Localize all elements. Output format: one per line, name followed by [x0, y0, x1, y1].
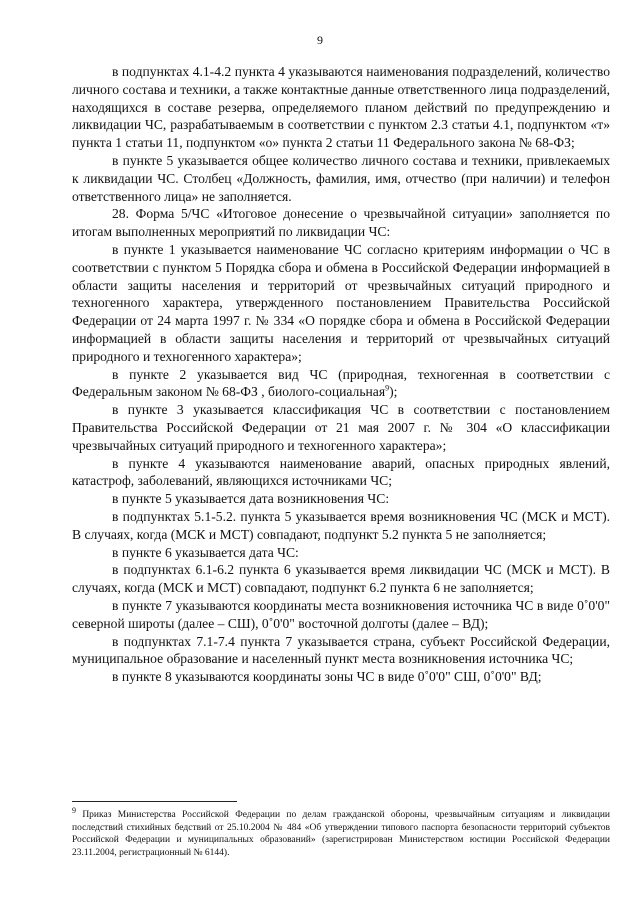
- paragraph: в пункте 8 указываются координаты зоны ЧС в виде 0˚0'0" СШ, 0˚0'0" ВД;: [112, 669, 542, 685]
- paragraph: в пункте 7 указываются координаты места возникновения источника ЧС в виде 0˚0'0" северной широты (далее – СШ), 0˚0'0" восточной долготы (далее – ВД);: [72, 597, 610, 631]
- paragraph: в пункте 5 указывается дата возникновения ЧС:: [112, 491, 390, 507]
- paragraph: в подпунктах 5.1-5.2. пункта 5 указывается время возникновения ЧС (МСК и МСТ). В случаях, когда (МСК и МСТ) совпадают, подпункт 5.2 пункта 5 не заполняется;: [72, 508, 610, 542]
- paragraph: в пункте 3 указывается классификация ЧС в соответствии с постановлением Правительства Российской Федерации от 21 мая 2007 г. № 304 «О классификации чрезвычайных ситуаций природного и техногенного характера»;: [72, 402, 610, 453]
- footnote: [72, 805, 610, 859]
- paragraph-text-end: );: [389, 384, 398, 400]
- paragraph: [72, 366, 610, 402]
- paragraph: 28. Форма 5/ЧС «Итоговое донесение о чрезвычайной ситуации» заполняется по итогам выполненных мероприятий по ликвидации ЧС:: [72, 206, 610, 240]
- footnote-reference: 9: [385, 383, 390, 393]
- paragraph: в подпунктах 7.1-7.4 пункта 7 указывается страна, субъект Российской Федерации, муниципальное образование и населенный пункт места возникновения источника ЧС;: [72, 633, 610, 667]
- document-body: [72, 63, 610, 686]
- footnote-separator: [72, 801, 237, 802]
- page-number: 9: [317, 33, 323, 47]
- paragraph: в подпунктах 6.1-6.2 пункта 6 указывается время ликвидации ЧС (МСК и МСТ). В случаях, когда (МСК и МСТ) совпадают, подпункт 6.2 пункта 6 не заполняется;: [72, 562, 610, 596]
- paragraph: в пункте 5 указывается общее количество личного состава и техники, привлекаемых к ликвидации ЧС. Столбец «Должность, фамилия, имя, отчество (при наличии) и телефон ответственного лица» не заполняется.: [72, 152, 610, 204]
- paragraph: в пункте 6 указывается дата ЧС:: [112, 544, 299, 560]
- paragraph: в подпунктах 4.1-4.2 пункта 4 указываются наименования подразделений, количество личного состава и техники, а также контактные данные ответственного лица подразделений, находящихся в составе резерва, определяемого планом действий по предупреждению и ликвидации ЧС, разрабатываемым в соответствии с пунктом 2.3 статьи 4.1, подпунктом «т» пункта 1 статьи 11, подпунктом «о» пункта 2 статьи 11 Федерального закона № 68-ФЗ;: [72, 64, 610, 151]
- paragraph: в пункте 4 указываются наименование аварий, опасных природных явлений, катастроф, заболеваний, являющихся источниками ЧС;: [72, 455, 610, 489]
- paragraph: в пункте 1 указывается наименование ЧС согласно критериям информации о ЧС в соответствии с пунктом 5 Порядка сбора и обмена в Российской Федерации информацией в области защиты населения и территорий от чрезвычайных ситуаций природного и техногенного характера, утвержденного постановлением Правительства Российской Федерации от 24 марта 1997 г. № 334 «О порядке сбора и обмена в Российской Федерации информацией в области защиты населения и территорий от чрезвычайных ситуаций природного и техногенного характера»;: [72, 241, 610, 364]
- footnote-marker: 9: [72, 805, 76, 815]
- paragraph-text: в пункте 2 указывается вид ЧС (природная, техногенная в соответствии с Федеральным законом № 68-ФЗ , биолого-социальная: [72, 366, 610, 400]
- footnote-text: Приказ Министерства Российской Федерации по делам гражданской обороны, чрезвычайным ситуациям и ликвидации последствий стихийных бедствий от 25.10.2004 № 484 «Об утверждении типового паспорта безопасности территорий субъектов Российской Федерации и муниципальных образований» (зарегистрирован Министерством юстиции Российской Федерации 23.11.2004, регистрационный № 6144).: [72, 810, 610, 858]
